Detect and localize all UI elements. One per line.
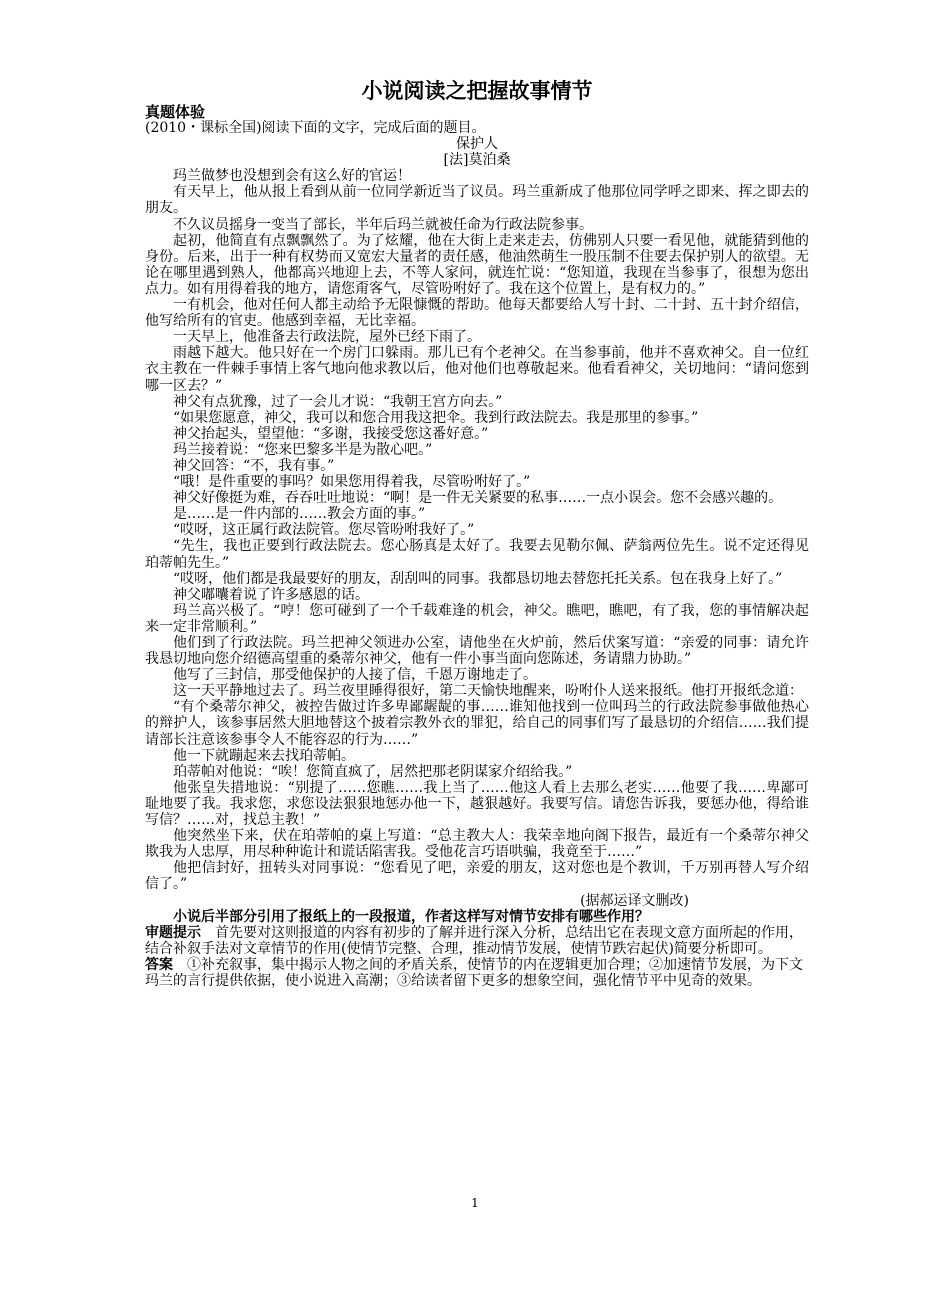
story-paragraph: “先生，我也正要到行政法院去。您心肠真是太好了。我要去见勒尔佩、萨翁两位先生。说不定还得见珀蒂帕先生。” [145,538,809,571]
story-paragraph: 玛兰做梦也没想到会有这么好的官运！ [173,168,411,185]
story-paragraph: 神父回答：“不，我有事。” [173,457,335,474]
answer-text: ①补充叙事，集中揭示人物之间的矛盾关系，使情节的内在逻辑更加合理；②加速情节发展，为下文玛兰的言行提供依据，使小说进入高潮；③给读者留下更多的想象空间，强化情节平中见奇的效果。 [145,956,803,989]
story-paragraph: 玛兰高兴极了。“哼！您可碰到了一个千载难逢的机会，神父。瞧吧，瞧吧，有了我，您的事情解决起来一定非常顺利。” [145,602,809,635]
story-paragraph: 是……是一件内部的……教会方面的事。” [173,506,426,523]
story-paragraph: 神父好像挺为难，吞吞吐吐地说：“啊！是一件无关紧要的私事……一点小误会。您不会感兴趣的。 [173,490,783,507]
story-paragraph: “哦！是件重要的事吗？如果您用得着我，尽管吩咐好了。” [173,474,531,491]
story-paragraph: 他写了三封信，那受他保护的人接了信，千恩万谢地走了。 [173,667,537,684]
section-heading: 真题体验 [145,103,206,121]
story-paragraph: 玛兰接着说：“您来巴黎多半是为散心吧。” [173,441,433,458]
story-paragraph: 一天早上，他准备去行政法院，屋外已经下雨了。 [173,329,481,346]
hint-label: 审题提示 [145,924,201,941]
hint-text: 首先要对这则报道的内容有初步的了解并进行深入分析，总结出它在表现文意方面所起的作用，结合补叙手法对文章情节的作用(使情节完整、合理，推动情节发展，使情节跌宕起伏)简要分析即可。 [145,924,803,957]
story-paragraph: “哎呀，这正属行政法院管。您尽管吩咐我好了。” [173,522,475,539]
story-paragraph: 他把信封好，扭转头对同事说：“您看见了吧，亲爱的朋友，这对您也是个教训，千万别再替人写介绍信了。” [145,860,809,893]
answer-block [145,957,809,989]
story-author: [法]莫泊桑 [443,152,511,169]
story-paragraph: 珀蒂帕对他说：“唉！您简直疯了，居然把那老阴谋家介绍给我。” [173,763,573,780]
story-paragraph: 这一天平静地过去了。玛兰夜里睡得很好，第二天愉快地醒来，吩咐仆人送来报纸。他打开报纸念道： [173,683,803,700]
source-line: (2010・课标全国)阅读下面的文字，完成后面的题目。 [145,120,486,136]
story-paragraph: 一有机会，他对任何人都主动给予无限慷慨的帮助。他每天都要给人写十封、二十封、五十封介绍信，他写给所有的官吏。他感到幸福，无比幸福。 [145,297,809,330]
story-body [145,168,809,892]
story-paragraph: 神父抬起头，望望他：“多谢，我接受您这番好意。” [173,425,489,442]
story-paragraph: 他一下就蹦起来去找珀蒂帕。 [173,747,355,764]
translator-note: (据郝运译文删改) [580,892,689,909]
story-paragraph: 有天早上，他从报上看到从前一位同学新近当了议员。玛兰重新成了他那位同学呼之即来、挥之即去的朋友。 [145,184,809,217]
page-title: 小说阅读之把握故事情节 [361,79,593,103]
story-paragraph: 起初，他简直有点飘飘然了。为了炫耀，他在大街上走来走去，仿佛别人只要一看见他，就能猜到他的身份。后来，出于一种有权势而又宽宏大量者的责任感，他油然萌生一股压制不住要去保护别人的欲望。无论在哪里遇到熟人，他都高兴地迎上去，不等人家问，就连忙说：“您知道，我现在当参事了，很想为您出点力。如有用得着我的地方，请您甭客气，尽管吩咐好了。我在这个位置上，是有权力的。” [145,232,809,297]
answer-label: 答案 [145,956,173,973]
story-paragraph: “如果您愿意，神父，我可以和您合用我这把伞。我到行政法院去。我是那里的参事。” [173,409,699,426]
story-paragraph: 他张皇失措地说：“别提了……您瞧……我上当了……他这人看上去那么老实……他要了我……卑鄙可耻地要了我。我求您，求您设法狠狠地惩办他一下，越狠越好。我要写信。请您告诉我，要惩办他，得给谁写信？……对，找总主教！” [145,779,809,829]
story-title: 保护人 [456,136,498,153]
story-paragraph: 他们到了行政法院。玛兰把神父领进办公室，请他坐在火炉前，然后伏案写道：“亲爱的同事：请允许我恳切地向您介绍德高望重的桑蒂尔神父，他有一件小事当面向您陈述，务请鼎力协助。” [145,635,809,668]
story-paragraph: 不久议员摇身一变当了部长，半年后玛兰就被任命为行政法院参事。 [173,216,593,233]
story-paragraph: “有个桑蒂尔神父，被控告做过许多卑鄙龌龊的事……谁知他找到一位叫玛兰的行政法院参事做他热心的辩护人，该参事居然大胆地替这个披着宗教外衣的罪犯，给自己的同事们写了最恳切的介绍信……我们提请部长注意该参事令人不能容忍的行为……” [145,699,809,748]
story-paragraph: “哎呀，他们都是我最要好的朋友，刮刮叫的同事。我都恳切地去替您托托关系。包在我身上好了。” [173,570,783,587]
story-paragraph: 神父嘟囔着说了许多感恩的话。 [173,586,369,603]
hint-block [145,925,809,957]
document-page [145,78,809,989]
story-paragraph: 他突然坐下来，伏在珀蒂帕的桌上写道：“总主教大人：我荣幸地向阁下报告，最近有一个桑蒂尔神父欺我为人忠厚，用尽种种诡计和谎话陷害我。受他花言巧语哄骗，我竟至于……” [145,828,809,861]
story-paragraph: 雨越下越大。他只好在一个房门口躲雨。那儿已有个老神父。在当参事前，他并不喜欢神父。自一位红衣主教在一件棘手事情上客气地向他求教以后，他对他们也尊敬起来。他看看神父，关切地问：“请问您到哪一区去？” [145,345,809,394]
page-number: 1 [471,1196,479,1210]
story-paragraph: 神父有点犹豫，过了一会儿才说：“我朝王宫方向去。” [173,393,503,410]
question: 小说后半部分引用了报纸上的一段报道，作者这样写对情节安排有哪些作用？ [173,908,649,925]
